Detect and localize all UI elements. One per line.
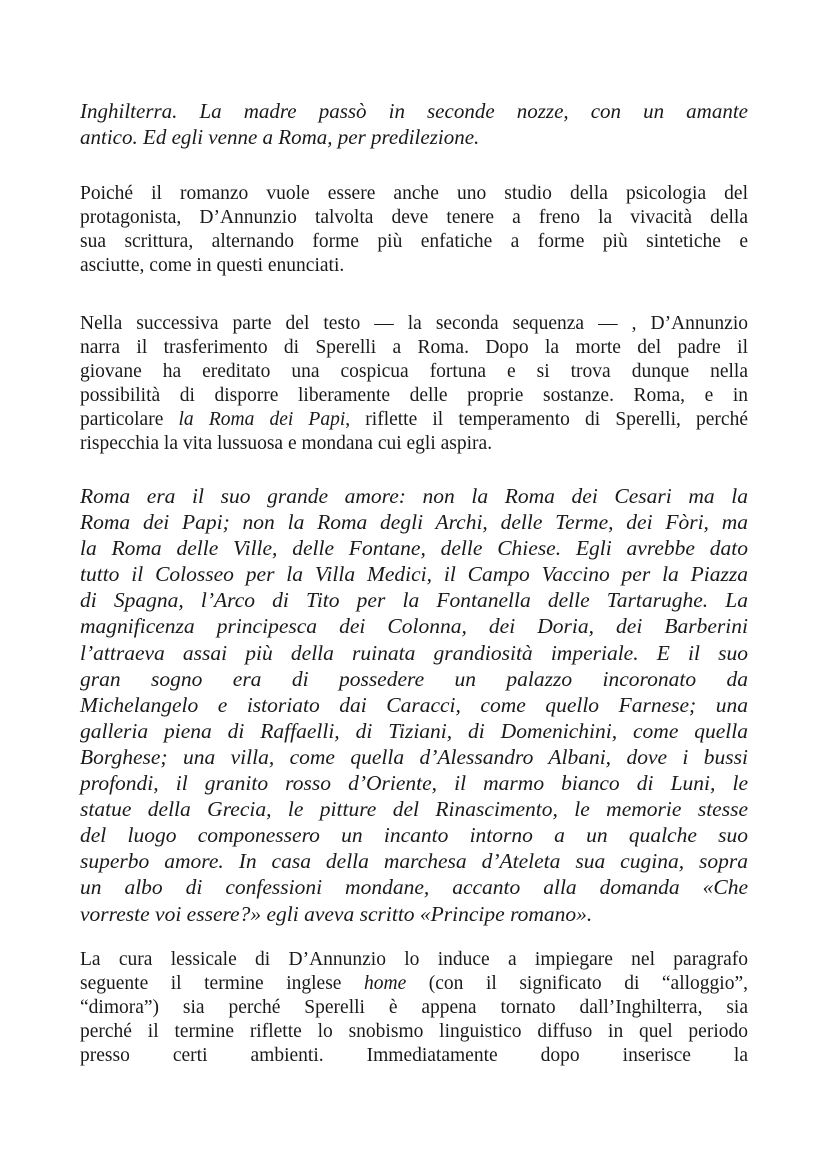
commentary-paragraph-lexicon bbox=[80, 948, 748, 1068]
text-line: antico. Ed egli venne a Roma, per predilezione. bbox=[80, 125, 480, 149]
text-line: Borghese; una villa, come quella d’Alessandro Albani, dove i bussi bbox=[80, 744, 748, 769]
text-line: narra il trasferimento di Sperelli a Roma. Dopo la morte del padre il bbox=[80, 337, 748, 358]
text-run: particolare bbox=[80, 409, 179, 430]
text-line: statue della Grecia, le pitture del Rinascimento, le memorie stesse bbox=[80, 797, 748, 822]
text-line: presso certi ambienti. Immediatamente dopo inserisce la bbox=[80, 1045, 748, 1066]
quote-paragraph-roma bbox=[80, 483, 748, 927]
text-line: “dimora”) sia perché Sperelli è appena tornato dall’Inghilterra, sia bbox=[80, 997, 748, 1018]
text-line: tutto il Colosseo per la Villa Medici, il Campo Vaccino per la Piazza bbox=[80, 562, 748, 587]
text-line: Poiché il romanzo vuole essere anche uno studio della psicologia del bbox=[80, 183, 748, 204]
text-line bbox=[80, 972, 748, 996]
commentary-paragraph-rome bbox=[80, 312, 748, 456]
italic-word: home bbox=[364, 973, 407, 994]
text-run: seguente il termine inglese bbox=[80, 973, 364, 994]
text-line: possibilità di disporre liberamente delle proprie sostanze. Roma, e in bbox=[80, 385, 748, 406]
text-line: galleria piena di Raffaelli, di Tiziani, di Domenichini, come quella bbox=[80, 718, 748, 743]
quote-paragraph-intro bbox=[80, 98, 748, 150]
text-line: vorreste voi essere?» egli aveva scritto «Principe romano». bbox=[80, 901, 593, 926]
text-line: giovane ha ereditato una cospicua fortuna e si trova dunque nella bbox=[80, 361, 748, 382]
italic-phrase: la Roma dei Papi bbox=[178, 409, 346, 430]
text-run: (con il significato di “alloggio”, bbox=[406, 973, 748, 994]
text-line: Nella successiva parte del testo — la seconda sequenza — , D’Annunzio bbox=[80, 313, 748, 334]
text-line: protagonista, D’Annunzio talvolta deve tenere a freno la vivacità della bbox=[80, 207, 748, 228]
text-line: superbo amore. In casa della marchesa d’Ateleta sua cugina, sopra bbox=[80, 849, 748, 874]
text-line: rispecchia la vita lussuosa e mondana cui egli aspira. bbox=[80, 433, 493, 454]
text-run: , riflette il temperamento di Sperelli, perché bbox=[345, 409, 748, 430]
text-line: l’attraeva assai più della ruinata grandiosità imperiale. E il suo bbox=[80, 640, 748, 665]
text-line: Inghilterra. La madre passò in seconde nozze, con un amante bbox=[80, 99, 748, 123]
text-line: Michelangelo e istoriato dai Caracci, come quello Farnese; una bbox=[80, 692, 748, 717]
text-line: la Roma delle Ville, delle Fontane, delle Chiese. Egli avrebbe dato bbox=[80, 536, 748, 561]
text-line: asciutte, come in questi enunciati. bbox=[80, 255, 345, 276]
text-line: Roma dei Papi; non la Roma degli Archi, delle Terme, dei Fòri, ma bbox=[80, 510, 748, 535]
text-line: del luogo componessero un incanto intorno a un qualche suo bbox=[80, 823, 748, 848]
text-line: gran sogno era di possedere un palazzo incoronato da bbox=[80, 666, 748, 691]
text-line: Roma era il suo grande amore: non la Roma dei Cesari ma la bbox=[80, 484, 748, 508]
text-line: sua scrittura, alternando forme più enfatiche a forme più sintetiche e bbox=[80, 231, 748, 252]
text-line: un albo di confessioni mondane, accanto alla domanda «Che bbox=[80, 875, 748, 900]
text-line bbox=[80, 408, 748, 432]
text-line: profondi, il granito rosso d’Oriente, il marmo bianco di Luni, le bbox=[80, 771, 748, 796]
commentary-paragraph-psychology bbox=[80, 182, 748, 278]
text-line: La cura lessicale di D’Annunzio lo induce a impiegare nel paragrafo bbox=[80, 949, 748, 970]
text-line: magnificenza principesca dei Colonna, dei Doria, dei Barberini bbox=[80, 614, 748, 639]
text-line: perché il termine riflette lo snobismo linguistico diffuso in quel periodo bbox=[80, 1021, 748, 1042]
text-line: di Spagna, l’Arco di Tito per la Fontanella delle Tartarughe. La bbox=[80, 588, 748, 613]
